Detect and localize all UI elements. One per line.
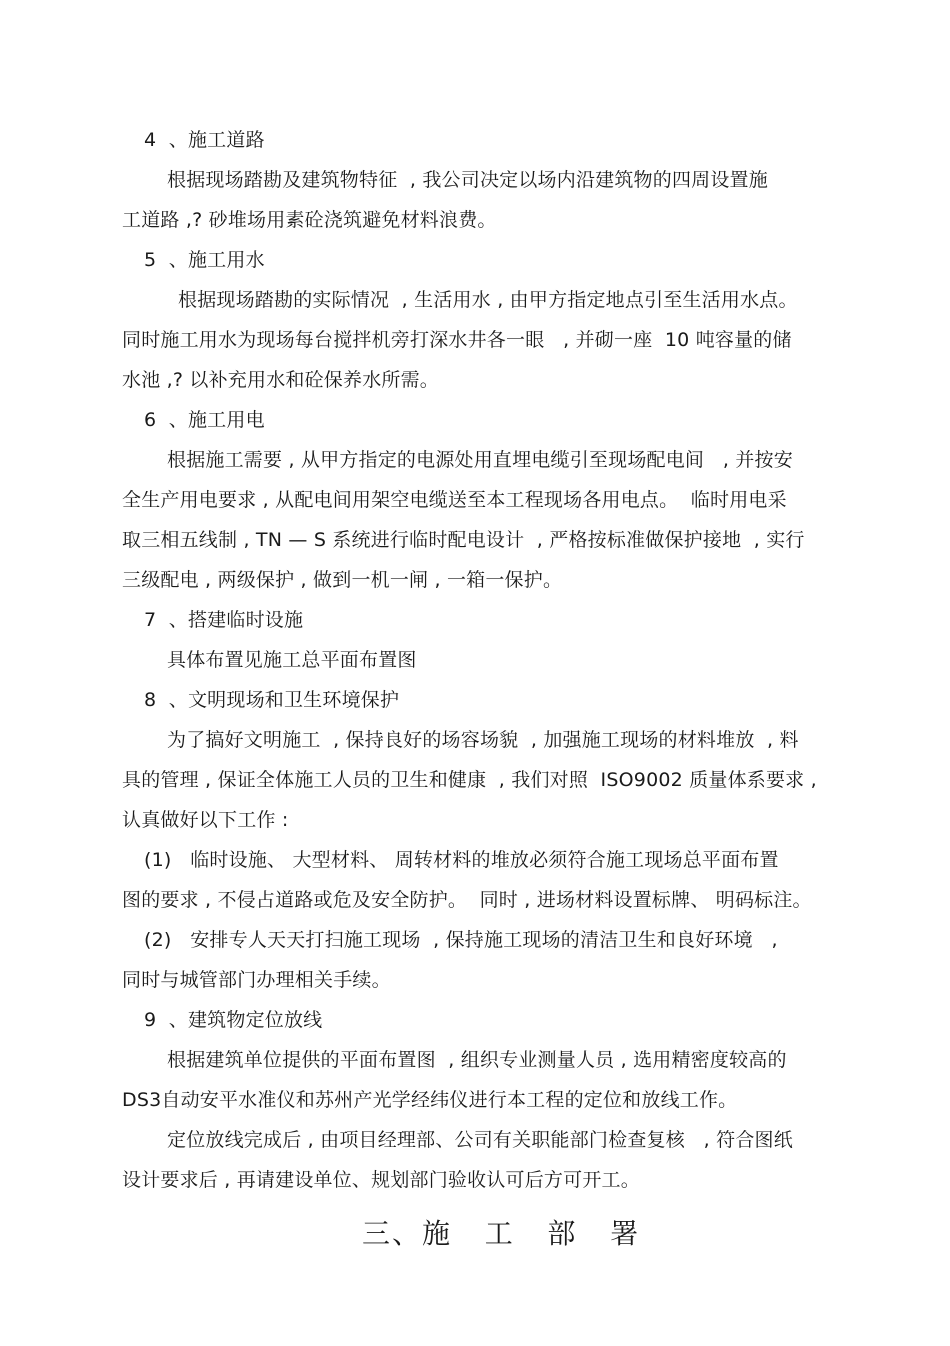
paragraph-line: 认真做好以下工作 : <box>122 809 289 831</box>
paragraph-line: 具体布置见施工总平面布置图 <box>167 649 417 671</box>
paragraph-line: 同时与城管部门办理相关手续。 <box>122 969 391 991</box>
paragraph-line: 为了搞好文明施工 , 保持良好的场容场貌 , 加强施工现场的材料堆放 , 料 <box>167 729 799 751</box>
item-heading-6: 6 、施工用电 <box>144 409 265 431</box>
list-item-2: (2) 安排专人天天打扫施工现场 , 保持施工现场的清洁卫生和良好环境 , <box>144 929 778 951</box>
paragraph-line: 图的要求 , 不侵占道路或危及安全防护。 同时 , 进场材料设置标牌、 明码标注。 <box>122 889 812 911</box>
list-item-1: (1) 临时设施、 大型材料、 周转材料的堆放必须符合施工现场总平面布置 <box>144 849 779 871</box>
paragraph-line: 设计要求后 , 再请建设单位、规划部门验收认可后方可开工。 <box>122 1169 640 1191</box>
item-heading-8: 8 、文明现场和卫生环境保护 <box>144 689 400 711</box>
paragraph-line: 具的管理 , 保证全体施工人员的卫生和健康 , 我们对照 ISO9002 质量体系要求 , <box>122 769 817 791</box>
paragraph-line: 三级配电 , 两级保护 , 做到一机一闸 , 一箱一保护。 <box>122 569 563 591</box>
paragraph-line: DS3自动安平水准仪和苏州产光学经纬仪进行本工程的定位和放线工作。 <box>122 1089 738 1111</box>
section-heading: 三、施 工 部 署 <box>362 1217 641 1250</box>
paragraph-line: 根据建筑单位提供的平面布置图 , 组织专业测量人员 , 选用精密度较高的 <box>167 1049 787 1071</box>
paragraph-line: 根据施工需要 , 从甲方指定的电源处用直埋电缆引至现场配电间 , 并按安 <box>167 449 793 471</box>
paragraph-line: 全生产用电要求 , 从配电间用架空电缆送至本工程现场各用电点。 临时用电采 <box>122 489 787 511</box>
paragraph-line: 取三相五线制 , TN — S 系统进行临时配电设计 , 严格按标准做保护接地 , 实行 <box>122 529 805 551</box>
item-heading-9: 9 、建筑物定位放线 <box>144 1009 323 1031</box>
paragraph-line: 工道路 ,? 砂堆场用素砼浇筑避免材料浪费。 <box>122 209 497 231</box>
paragraph-line: 水池 ,? 以补充用水和砼保养水所需。 <box>122 369 440 391</box>
item-heading-5: 5 、施工用水 <box>144 249 265 271</box>
paragraph-line: 根据现场踏勘及建筑物特征 , 我公司决定以场内沿建筑物的四周设置施 <box>167 169 768 191</box>
item-heading-7: 7 、搭建临时设施 <box>144 609 304 631</box>
paragraph-line: 定位放线完成后 , 由项目经理部、公司有关职能部门检查复核 , 符合图纸 <box>167 1129 793 1151</box>
paragraph-line: 根据现场踏勘的实际情况 , 生活用水 , 由甲方指定地点引至生活用水点。 <box>178 289 798 311</box>
item-heading-4: 4 、施工道路 <box>144 129 265 151</box>
paragraph-line: 同时施工用水为现场每台搅拌机旁打深水井各一眼 , 并砌一座 10 吨容量的储 <box>122 329 792 351</box>
